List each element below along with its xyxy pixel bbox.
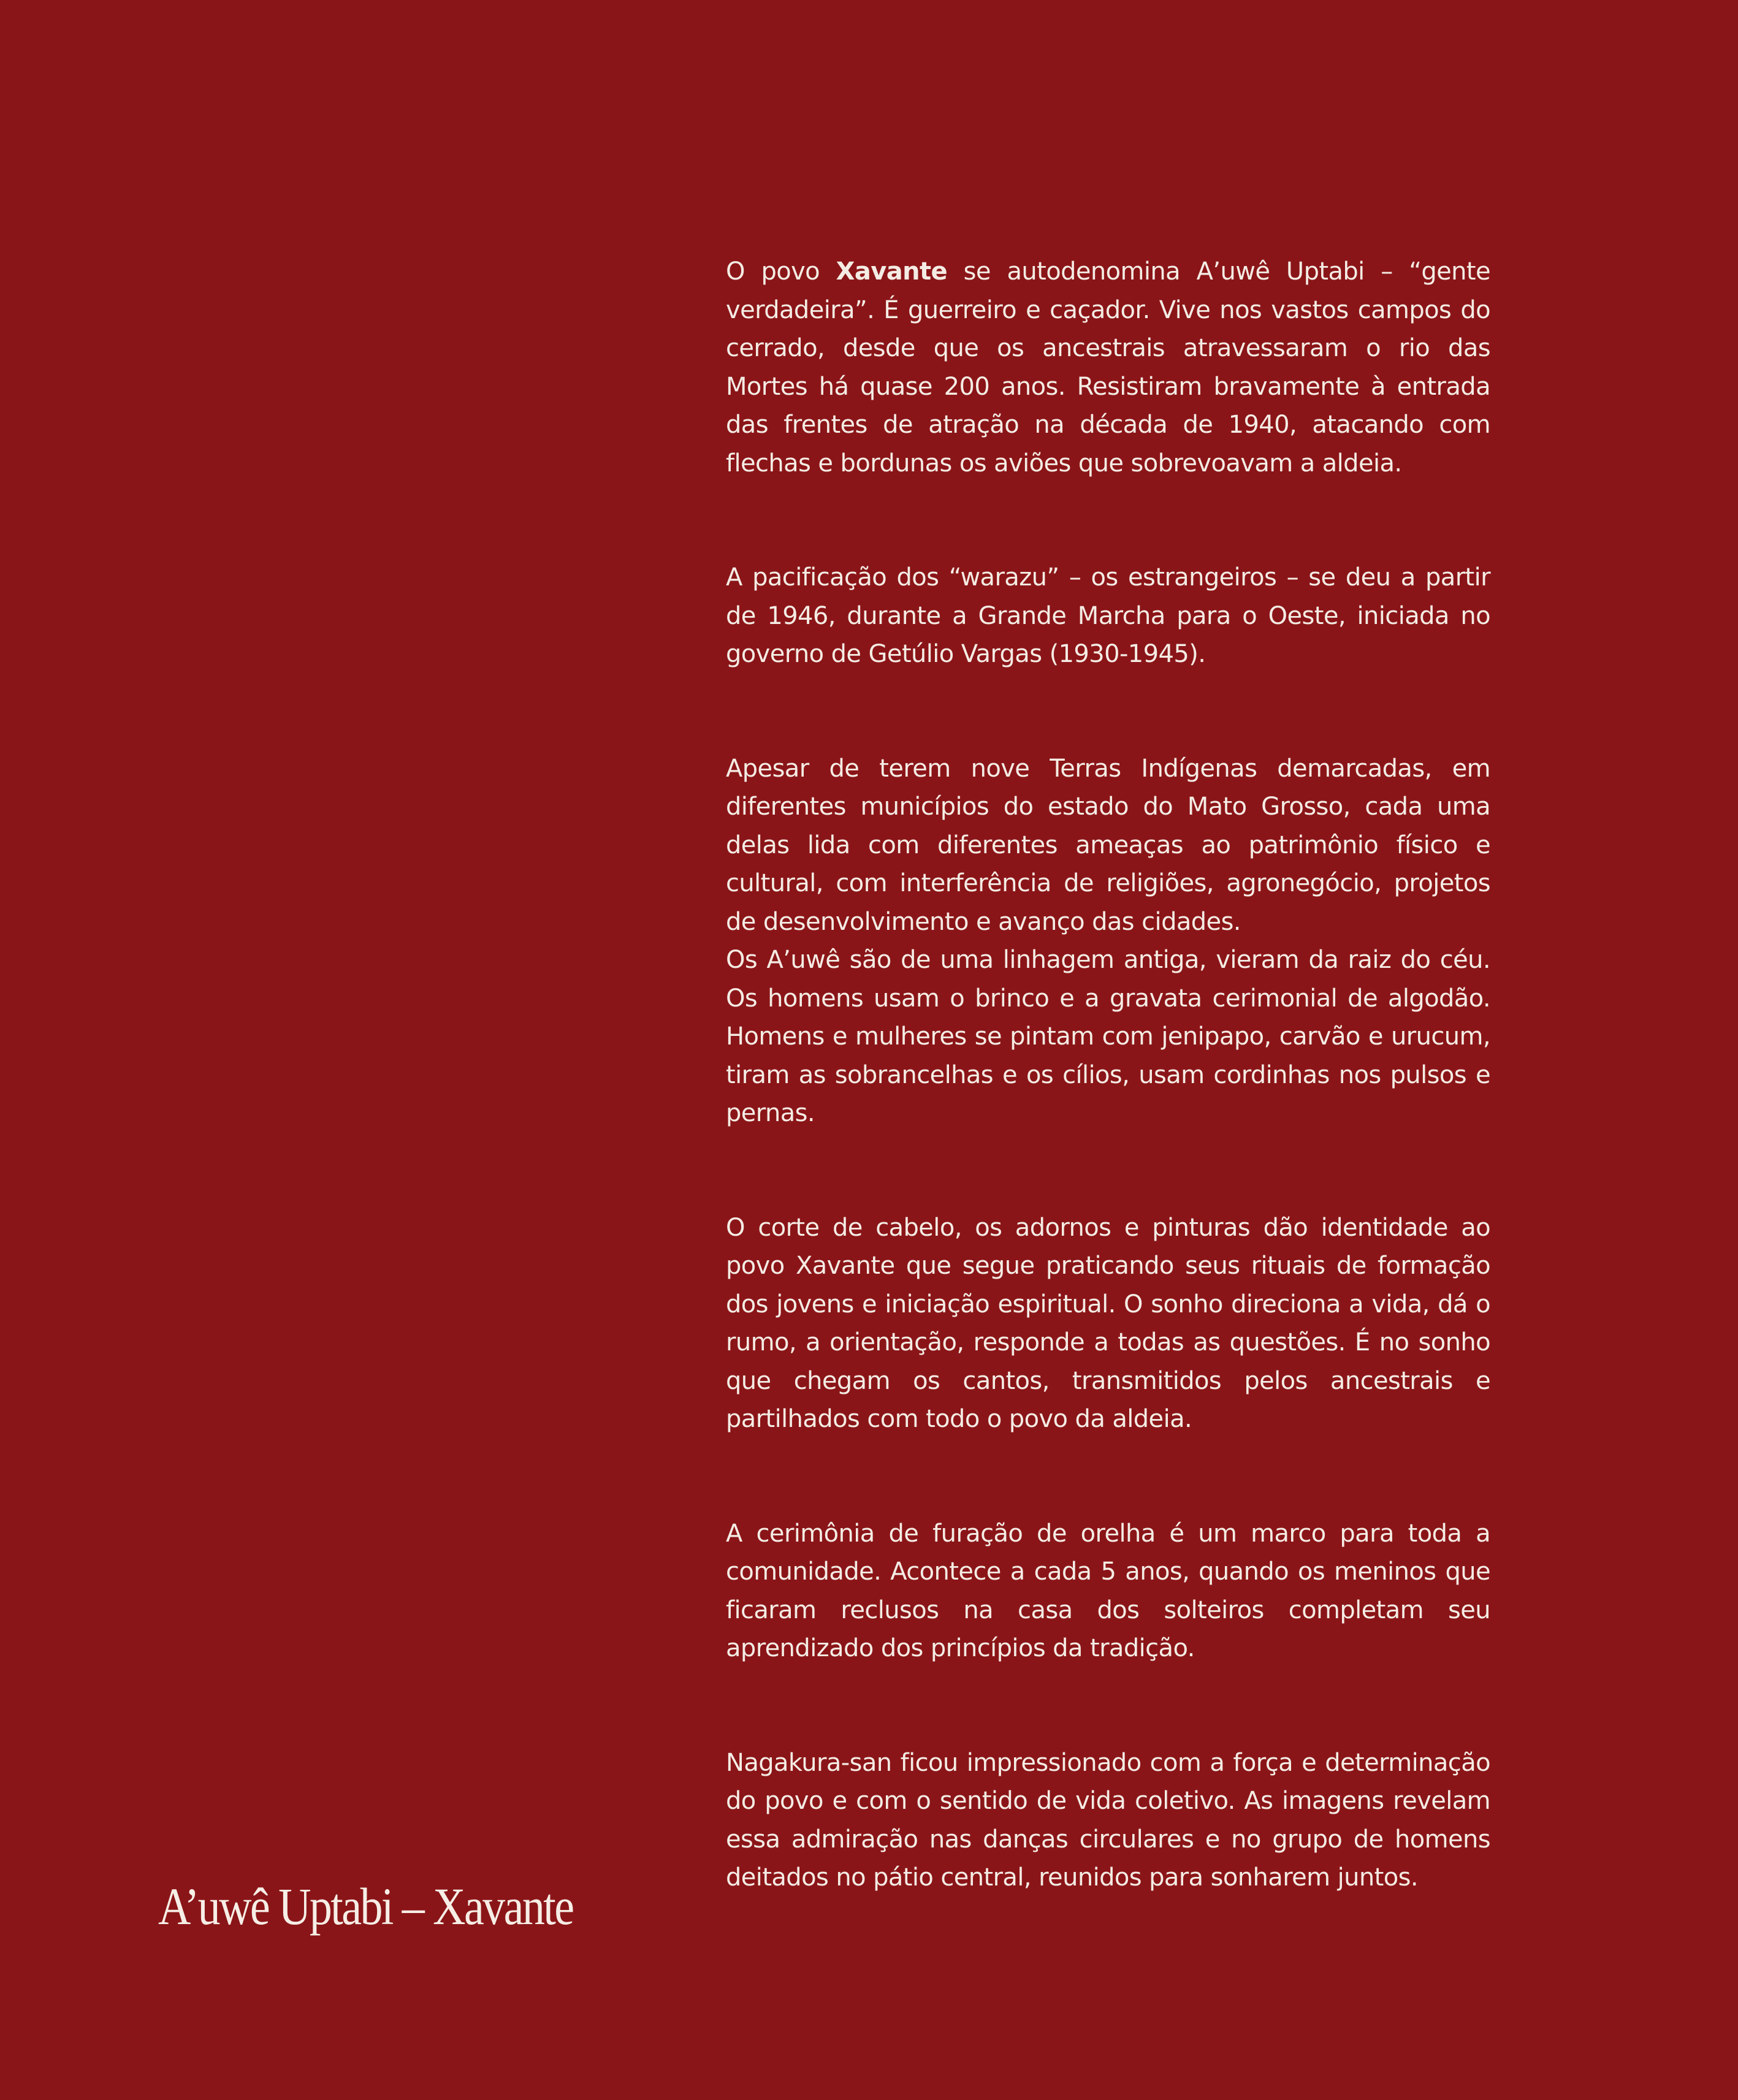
paragraph-lineage: Os A’uwê são de uma linhagem antiga, vieram da raiz do céu. Os homens usam o brinco e a gravata cerimonial de algodão. Homens e mulheres se pintam com jenipapo, carvão e urucum, tiram as sobrancelhas e os cílios, usam cordinhas nos pulsos e pernas.: [726, 946, 1490, 1127]
paragraph-territories: Apesar de terem nove Terras Indígenas demarcadas, em diferentes municípios do estado do Mato Grosso, cada uma delas lida com diferentes ameaças ao patrimônio físico e cultural, com interferência de religiões, agronegócio, projetos de desenvolvimento e avanço das cidades.: [726, 754, 1490, 936]
page-title: A’uwê Uptabi – Xavante: [158, 1877, 573, 1936]
paragraph-ceremony: A cerimônia de furação de orelha é um marco para toda a comunidade. Acontece a cada 5 anos, quando os meninos que ficaram reclusos na casa dos solteiros completam seu aprendizado dos princípios da tradição.: [726, 1519, 1490, 1662]
paragraph-identity: O corte de cabelo, os adornos e pinturas dão identidade ao povo Xavante que segue praticando seus rituais de formação dos jovens e iniciação espiritual. O sonho direciona a vida, dá o rumo, a orientação, responde a todas as questões. É no sonho que chegam os cantos, transmitidos pelos ancestrais e partilhados com todo o povo da aldeia.: [726, 1213, 1490, 1433]
body-text: [726, 253, 1490, 1897]
paragraph-nagakura: Nagakura-san ficou impressionado com a força e determinação do povo e com o sentido de vida coletivo. As imagens revelam essa admiração nas danças circulares e no grupo de homens deitados no pátio central, reunidos para sonharem juntos.: [726, 1748, 1490, 1892]
xavante-bold: Xavante: [836, 257, 948, 286]
paragraph-pacification: A pacificação dos “warazu” – os estrangeiros – se deu a partir de 1946, durante a Grande Marcha para o Oeste, iniciada no governo de Getúlio Vargas (1930-1945).: [726, 563, 1490, 668]
paragraph-intro: O povo Xavante se autodenomina A’uwê Uptabi – “gente verdadeira”. É guerreiro e caçador. Vive nos vastos campos do cerrado, desde que os ancestrais atravessaram o rio das Mortes há quase 200 anos. Resistiram bravamente à entrada das frentes de atração na década de 1940, atacando com flechas e bordunas os aviões que sobrevoavam a aldeia.: [726, 257, 1490, 477]
